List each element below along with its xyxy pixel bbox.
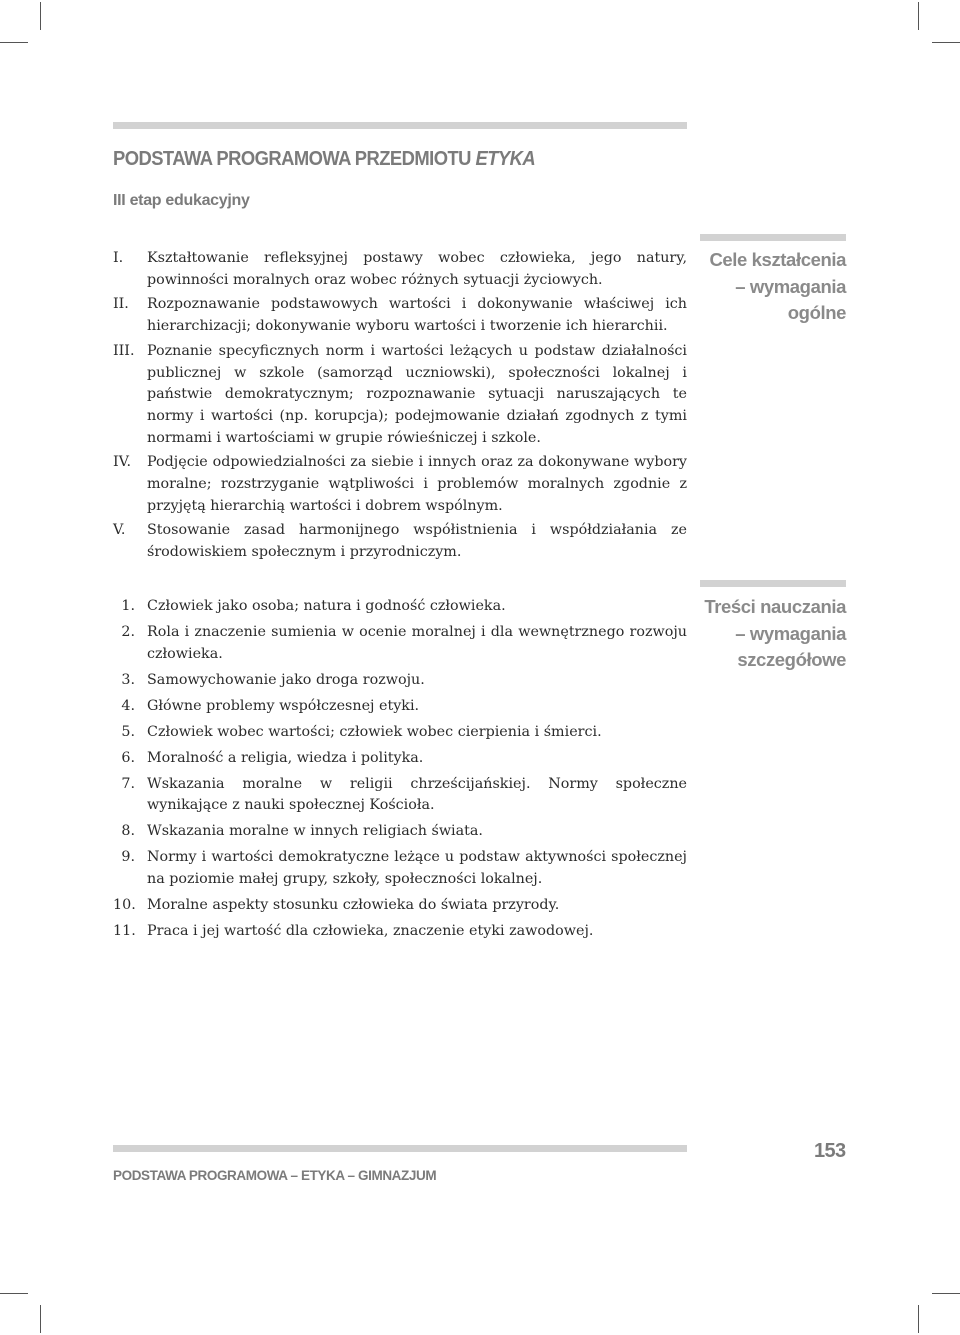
content-text: Wskazania moralne w religii chrześcijańskiej. Normy społeczne wynikające z nauki społecznej Kościoła. bbox=[147, 775, 687, 813]
content-number: 10. bbox=[113, 896, 136, 913]
content-item bbox=[113, 722, 687, 744]
content-number: 4. bbox=[121, 697, 135, 714]
content-item bbox=[113, 622, 687, 665]
content-number: 2. bbox=[121, 624, 135, 640]
content-text: Praca i jej wartość dla człowieka, znaczenie etyki zawodowej. bbox=[147, 922, 594, 939]
sidebar-rule bbox=[700, 580, 846, 587]
page-title bbox=[113, 148, 535, 171]
goal-number: V. bbox=[113, 522, 126, 539]
content-number: 1. bbox=[121, 598, 135, 614]
crop-mark bbox=[0, 42, 28, 43]
content-heading-line: – wymagania bbox=[735, 622, 846, 644]
crop-mark bbox=[918, 1305, 919, 1333]
crop-mark bbox=[918, 2, 919, 30]
goal-text: Poznanie specyficznych norm i wartości leżących u podstaw działalności publicznej w szkole (samorząd uczniowski), społeczności lokalnej i państwie demokratycznym; rozpoznawanie sytuacji naruszających te normy i wartości (np. korupcja); podejmowanie działań zgodnych z tymi normami i wartościami w grupie rówieśniczej i szkole. bbox=[147, 342, 687, 446]
goal-number: II. bbox=[113, 296, 129, 313]
crop-mark bbox=[932, 42, 960, 43]
goal-number: III. bbox=[113, 342, 135, 359]
content-item bbox=[113, 774, 687, 817]
page-subtitle: III etap edukacyjny bbox=[113, 192, 250, 209]
page-number: 153 bbox=[814, 1140, 846, 1162]
goal-text: Podjęcie odpowiedzialności za siebie i innych oraz za dokonywane wybory moralne; rozstrzyganie wątpliwości i problemów moralnych zgodnie z przyjętą hierarchią wartości i dobrem wspólnym. bbox=[147, 454, 687, 514]
goal-number: IV. bbox=[113, 454, 132, 471]
crop-mark bbox=[40, 2, 41, 30]
title-subject: ETYKA bbox=[475, 148, 536, 170]
title-main: PODSTAWA PROGRAMOWA PRZEDMIOTU bbox=[113, 148, 476, 170]
content-number: 6. bbox=[121, 749, 135, 766]
goal-text: Stosowanie zasad harmonijnego współistnienia i współdziałania ze środowiskiem społecznym i przyrodniczym. bbox=[147, 522, 687, 561]
content-text: Moralność a religia, wiedza i polityka. bbox=[147, 749, 424, 766]
content-text: Normy i wartości demokratyczne leżące u podstaw aktywności społecznej na poziomie małej grupy, szkoły, społeczności lokalnej. bbox=[147, 849, 687, 887]
content-item bbox=[113, 596, 687, 618]
goal-number: I. bbox=[113, 250, 124, 266]
content-text: Rola i znaczenie sumienia w ocenie moralnej i dla wewnętrznego rozwoju człowieka. bbox=[147, 624, 687, 662]
content-item bbox=[113, 895, 687, 917]
content-number: 3. bbox=[121, 671, 135, 688]
goal-item bbox=[113, 341, 687, 450]
content-number: 8. bbox=[121, 823, 135, 839]
goal-text: Kształtowanie refleksyjnej postawy wobec człowieka, jego natury, powinności moralnych oraz wobec różnych sytuacji życiowych. bbox=[147, 250, 687, 288]
content-number: 9. bbox=[121, 849, 135, 865]
content-number: 7. bbox=[121, 775, 135, 792]
goal-text: Rozpoznawanie podstawowych wartości i dokonywanie właściwej ich hierarchizacji; dokonywanie wyboru wartości i tworzenie ich hierarchii. bbox=[147, 296, 687, 335]
running-footer: PODSTAWA PROGRAMOWA – ETYKA – GIMNAZJUM bbox=[113, 1168, 437, 1183]
content-item bbox=[113, 821, 687, 843]
content-item bbox=[113, 847, 687, 890]
crop-mark bbox=[40, 1305, 41, 1333]
content-item bbox=[113, 921, 687, 943]
content-item bbox=[113, 748, 687, 770]
content-text: Człowiek jako osoba; natura i godność człowieka. bbox=[147, 598, 506, 614]
footer-rule bbox=[113, 1145, 687, 1152]
content-text: Wskazania moralne w innych religiach świata. bbox=[147, 823, 483, 839]
goal-item bbox=[113, 248, 687, 291]
sidebar-rule bbox=[700, 234, 846, 241]
content-number: 5. bbox=[121, 723, 135, 740]
content-text: Główne problemy współczesnej etyki. bbox=[147, 697, 420, 714]
goals-heading-line: – wymagania bbox=[735, 275, 846, 297]
content-sidebar-heading bbox=[704, 594, 846, 674]
goals-heading-line: Cele kształcenia bbox=[709, 249, 846, 270]
goals-sidebar-heading bbox=[709, 247, 846, 327]
content-item bbox=[113, 696, 687, 718]
goal-item bbox=[113, 452, 687, 517]
general-goals-list bbox=[113, 248, 687, 567]
content-item bbox=[113, 670, 687, 692]
goal-item bbox=[113, 294, 687, 337]
content-text: Moralne aspekty stosunku człowieka do świata przyrody. bbox=[147, 896, 560, 913]
header-rule bbox=[113, 122, 687, 129]
content-text: Człowiek wobec wartości; człowiek wobec cierpienia i śmierci. bbox=[147, 723, 602, 740]
crop-mark bbox=[0, 1293, 28, 1294]
goals-heading-line: ogólne bbox=[787, 302, 846, 323]
crop-mark bbox=[932, 1293, 960, 1294]
goal-item bbox=[113, 520, 687, 563]
content-text: Samowychowanie jako droga rozwoju. bbox=[147, 671, 425, 688]
content-number: 11. bbox=[113, 922, 136, 939]
content-requirements-list bbox=[113, 596, 687, 947]
content-heading-line: szczegółowe bbox=[737, 649, 846, 670]
content-heading-line: Treści nauczania bbox=[704, 596, 846, 617]
